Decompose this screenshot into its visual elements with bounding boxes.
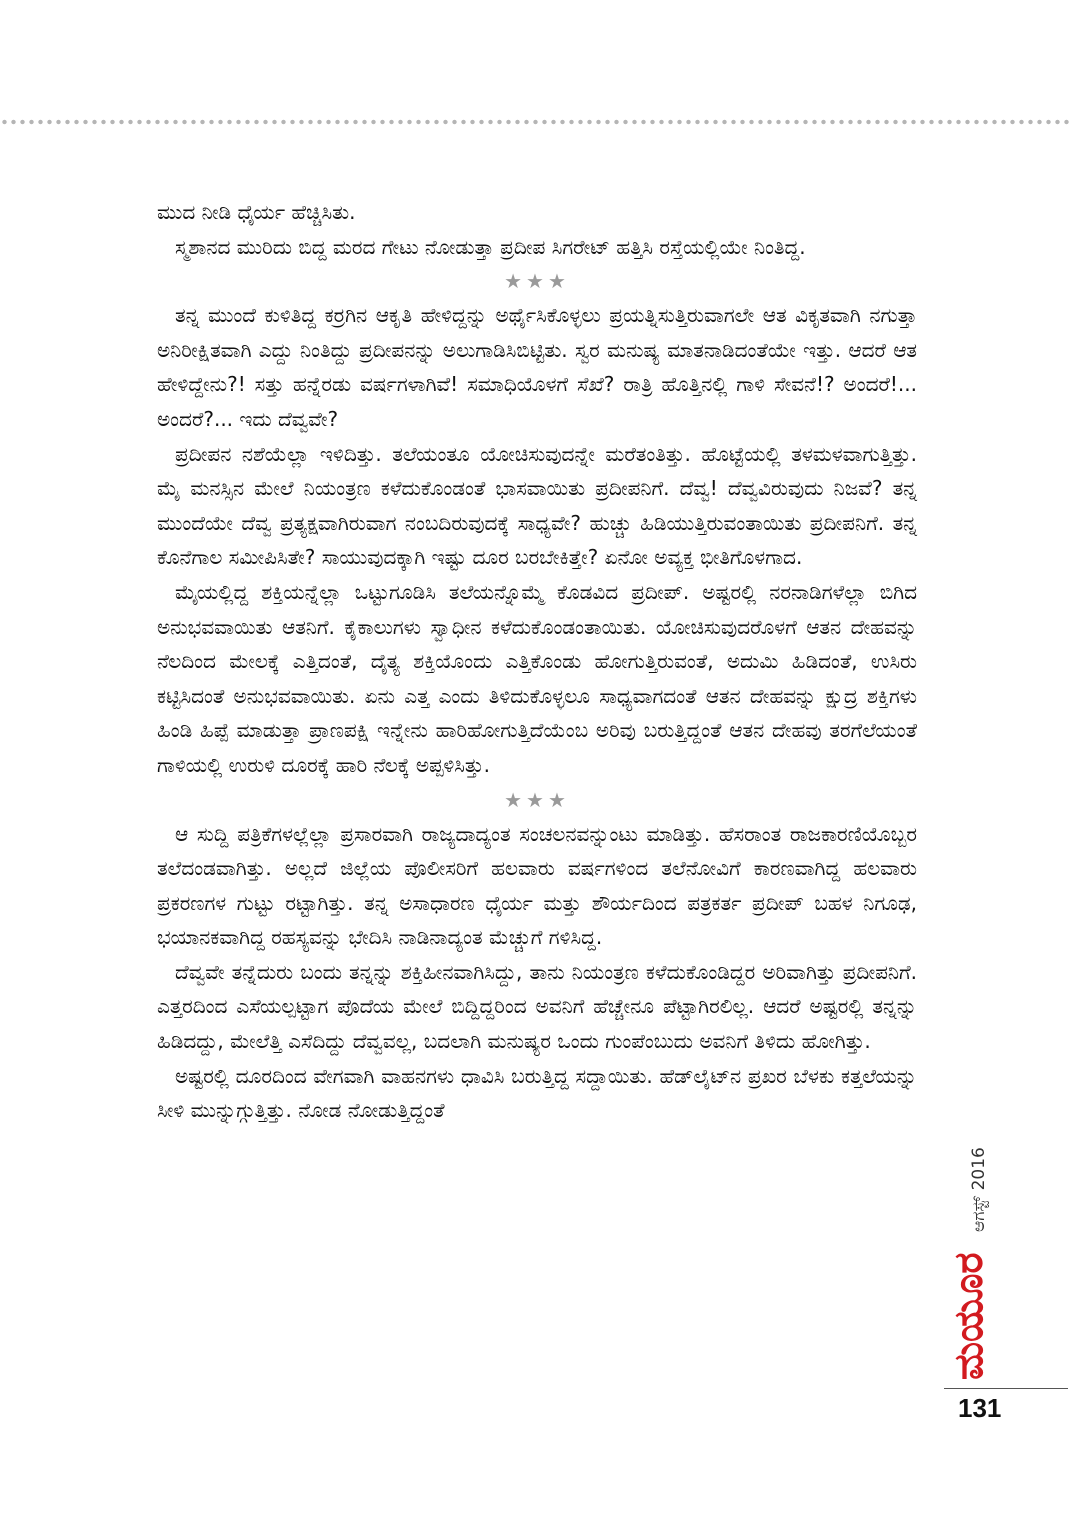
paragraph: ಪ್ರದೀಪನ ನಶೆಯೆಲ್ಲಾ ಇಳಿದಿತ್ತು. ತಲೆಯಂತೂ ಯೋಚಿಸುವುದನ್ನೇ ಮರೆತಂತಿತ್ತು. ಹೊಟ್ಟೆಯಲ್ಲಿ ತಳಮಳವಾಗುತ್ತಿತ್ತು. ಮೈ ಮನಸ್ಸಿನ ಮೇಲೆ ನಿಯಂತ್ರಣ ಕಳೆದುಕೊಂಡಂತೆ ಭಾಸವಾಯಿತು ಪ್ರದೀಪನಿಗೆ. ದೆವ್ವ! ದೆವ್ವವಿರುವುದು ನಿಜವೆ? ತನ್ನ ಮುಂದೆಯೇ ದೆವ್ವ ಪ್ರತ್ಯಕ್ಷವಾಗಿರುವಾಗ ನಂಬದಿರುವುದಕ್ಕೆ ಸಾಧ್ಯವೇ? ಹುಚ್ಚು ಹಿಡಿಯುತ್ತಿರುವಂತಾಯಿತು ಪ್ರದೀಪನಿಗೆ. ತನ್ನ ಕೊನೆಗಾಲ ಸಮೀಪಿಸಿತೇ? ಸಾಯುವುದಕ್ಕಾಗಿ ಇಷ್ಟು ದೂರ ಬರಬೇಕಿತ್ತೇ? ಏನೋ ಅವ್ಯಕ್ತ ಭೀತಿಗೊಳಗಾದ. xyxy=(157,441,917,570)
paragraph: ತನ್ನ ಮುಂದೆ ಕುಳಿತಿದ್ದ ಕರ್ರಗಿನ ಆಕೃತಿ ಹೇಳಿದ್ದನ್ನು ಅರ್ಥೈಸಿಕೊಳ್ಳಲು ಪ್ರಯತ್ನಿಸುತ್ತಿರುವಾಗಲೇ ಆತ ವಿಕೃತವಾಗಿ ನಗುತ್ತಾ ಅನಿರೀಕ್ಷಿತವಾಗಿ ಎದ್ದು ನಿಂತಿದ್ದು ಪ್ರದೀಪನನ್ನು ಅಲುಗಾಡಿಸಿಬಿಟ್ಟಿತು. ಸ್ವರ ಮನುಷ್ಯ ಮಾತನಾಡಿದಂತೆಯೇ ಇತ್ತು. ಆದರೆ ಆತ ಹೇಳಿದ್ದೇನು?! ಸತ್ತು ಹನ್ನೆರಡು ವರ್ಷಗಳಾಗಿವೆ! ಸಮಾಧಿಯೊಳಗೆ ಸೆಖೆ? ರಾತ್ರಿ ಹೊತ್ತಿನಲ್ಲಿ ಗಾಳಿ ಸೇವನೆ!? ಅಂದರೆ!... ಅಂದರೆ?... ಇದು ದೆವ್ವವೇ? xyxy=(157,303,917,431)
top-dotted-border xyxy=(0,118,1072,126)
magazine-logo: ಮಯೂರ xyxy=(946,1252,992,1380)
paragraph: ಮೈಯಲ್ಲಿದ್ದ ಶಕ್ತಿಯನ್ನೆಲ್ಲಾ ಒಟ್ಟುಗೂಡಿಸಿ ತಲೆಯನ್ನೊಮ್ಮೆ ಕೊಡವಿದ ಪ್ರದೀಪ್. ಅಷ್ಟರಲ್ಲಿ ನರನಾಡಿಗಳೆಲ್ಲಾ ಬಿಗಿದ ಅನುಭವವಾಯಿತು ಆತನಿಗೆ. ಕೈಕಾಲುಗಳು ಸ್ವಾಧೀನ ಕಳೆದುಕೊಂಡಂತಾಯಿತು. ಯೋಚಿಸುವುದರೊಳಗೆ ಆತನ ದೇಹವನ್ನು ನೆಲದಿಂದ ಮೇಲಕ್ಕೆ ಎತ್ತಿದಂತೆ, ದೈತ್ಯ ಶಕ್ತಿಯೊಂದು ಎತ್ತಿಕೊಂಡು ಹೋಗುತ್ತಿರುವಂತೆ, ಅದುಮಿ ಹಿಡಿದಂತೆ, ಉಸಿರು ಕಟ್ಟಿಸಿದಂತೆ ಅನುಭವವಾಯಿತು. ಏನು ಎತ್ತ ಎಂದು ತಿಳಿದುಕೊಳ್ಳಲೂ ಸಾಧ್ಯವಾಗದಂತೆ ಆತನ ದೇಹವನ್ನು ಕ್ಷುದ್ರ ಶಕ್ತಿಗಳು ಹಿಂಡಿ ಹಿಪ್ಪೆ ಮಾಡುತ್ತಾ ಪ್ರಾಣಪಕ್ಷಿ ಇನ್ನೇನು ಹಾರಿಹೋಗುತ್ತಿದೆಯೆಂಬ ಅರಿವು ಬರುತ್ತಿದ್ದಂತೆ ಆತನ ದೇಹವು ತರಗೆಲೆಯಂತೆ ಗಾಳಿಯಲ್ಲಿ ಉರುಳಿ ದೂರಕ್ಕೆ ಹಾರಿ ನೆಲಕ್ಕೆ ಅಪ್ಪಳಿಸಿತ್ತು. xyxy=(157,579,917,777)
magazine-sidebar xyxy=(944,1122,1004,1382)
paragraph: ಮುದ ನೀಡಿ ಧೈರ್ಯ ಹೆಚ್ಚಿಸಿತು. xyxy=(157,200,356,224)
paragraph: ಸ್ಮಶಾನದ ಮುರಿದು ಬಿದ್ದ ಮರದ ಗೇಟು ನೋಡುತ್ತಾ ಪ್ರದೀಪ ಸಿಗರೇಟ್ ಹತ್ತಿಸಿ ರಸ್ತೆಯಲ್ಲಿಯೇ ನಿಂತಿದ್ದ. xyxy=(175,234,806,259)
paragraph: ದೆವ್ವವೇ ತನ್ನೆದುರು ಬಂದು ತನ್ನನ್ನು ಶಕ್ತಿಹೀನವಾಗಿಸಿದ್ದು, ತಾನು ನಿಯಂತ್ರಣ ಕಳೆದುಕೊಂಡಿದ್ದರ ಅರಿವಾಗಿತ್ತು ಪ್ರದೀಪನಿಗೆ. ಎತ್ತರದಿಂದ ಎಸೆಯಲ್ಪಟ್ಟಾಗ ಪೊದೆಯ ಮೇಲೆ ಬಿದ್ದಿದ್ದರಿಂದ ಅವನಿಗೆ ಹೆಚ್ಚೇನೂ ಪೆಟ್ಟಾಗಿರಲಿಲ್ಲ. ಆದರೆ ಅಷ್ಟರಲ್ಲಿ ತನ್ನನ್ನು ಹಿಡಿದದ್ದು, ಮೇಲೆತ್ತಿ ಎಸೆದಿದ್ದು ದೆವ್ವವಲ್ಲ, ಬದಲಾಗಿ ಮನುಷ್ಯರ ಒಂದು ಗುಂಪೆಂಬುದು ಅವನಿಗೆ ತಿಳಿದು ಹೋಗಿತ್ತು. xyxy=(157,959,917,1054)
page-number-rule xyxy=(944,1388,1068,1389)
paragraph: ಅಷ್ಟರಲ್ಲಿ ದೂರದಿಂದ ವೇಗವಾಗಿ ವಾಹನಗಳು ಧಾವಿಸಿ ಬರುತ್ತಿದ್ದ ಸದ್ದಾಯಿತು. ಹೆಡ್‌ಲೈಟ್‌ನ ಪ್ರಖರ ಬೆಳಕು ಕತ್ತಲೆಯನ್ನು ಸೀಳಿ ಮುನ್ನುಗ್ಗುತ್ತಿತ್ತು. ನೋಡ ನೋಡುತ್ತಿದ್ದಂತೆ xyxy=(157,1063,917,1123)
section-separator: ★★★ xyxy=(504,269,570,294)
paragraph: ಆ ಸುದ್ದಿ ಪತ್ರಿಕೆಗಳಲ್ಲೆಲ್ಲಾ ಪ್ರಸಾರವಾಗಿ ರಾಜ್ಯದಾದ್ಯಂತ ಸಂಚಲನವನ್ನುಂಟು ಮಾಡಿತ್ತು. ಹೆಸರಾಂತ ರಾಜಕಾರಣಿಯೊಬ್ಬರ ತಲೆದಂಡವಾಗಿತ್ತು. ಅಲ್ಲದೆ ಜಿಲ್ಲೆಯ ಪೊಲೀಸರಿಗೆ ಹಲವಾರು ವರ್ಷಗಳಿಂದ ತಲೆನೋವಿಗೆ ಕಾರಣವಾಗಿದ್ದ ಹಲವಾರು ಪ್ರಕರಣಗಳ ಗುಟ್ಟು ರಟ್ಟಾಗಿತ್ತು. ತನ್ನ ಅಸಾಧಾರಣ ಧೈರ್ಯ ಮತ್ತು ಶೌರ್ಯದಿಂದ ಪತ್ರಕರ್ತ ಪ್ರದೀಪ್ ಬಹಳ ನಿಗೂಢ, ಭಯಾನಕವಾಗಿದ್ದ ರಹಸ್ಯವನ್ನು ಭೇದಿಸಿ ನಾಡಿನಾದ್ಯಂತ ಮೆಚ್ಚುಗೆ ಗಳಿಸಿದ್ದ. xyxy=(157,821,917,950)
page-number: 131 xyxy=(958,1393,1002,1423)
section-separator: ★★★ xyxy=(504,787,570,812)
article-body xyxy=(157,195,917,1128)
issue-date: ಆಗಸ್ಟ್ 2016 xyxy=(969,1147,989,1232)
